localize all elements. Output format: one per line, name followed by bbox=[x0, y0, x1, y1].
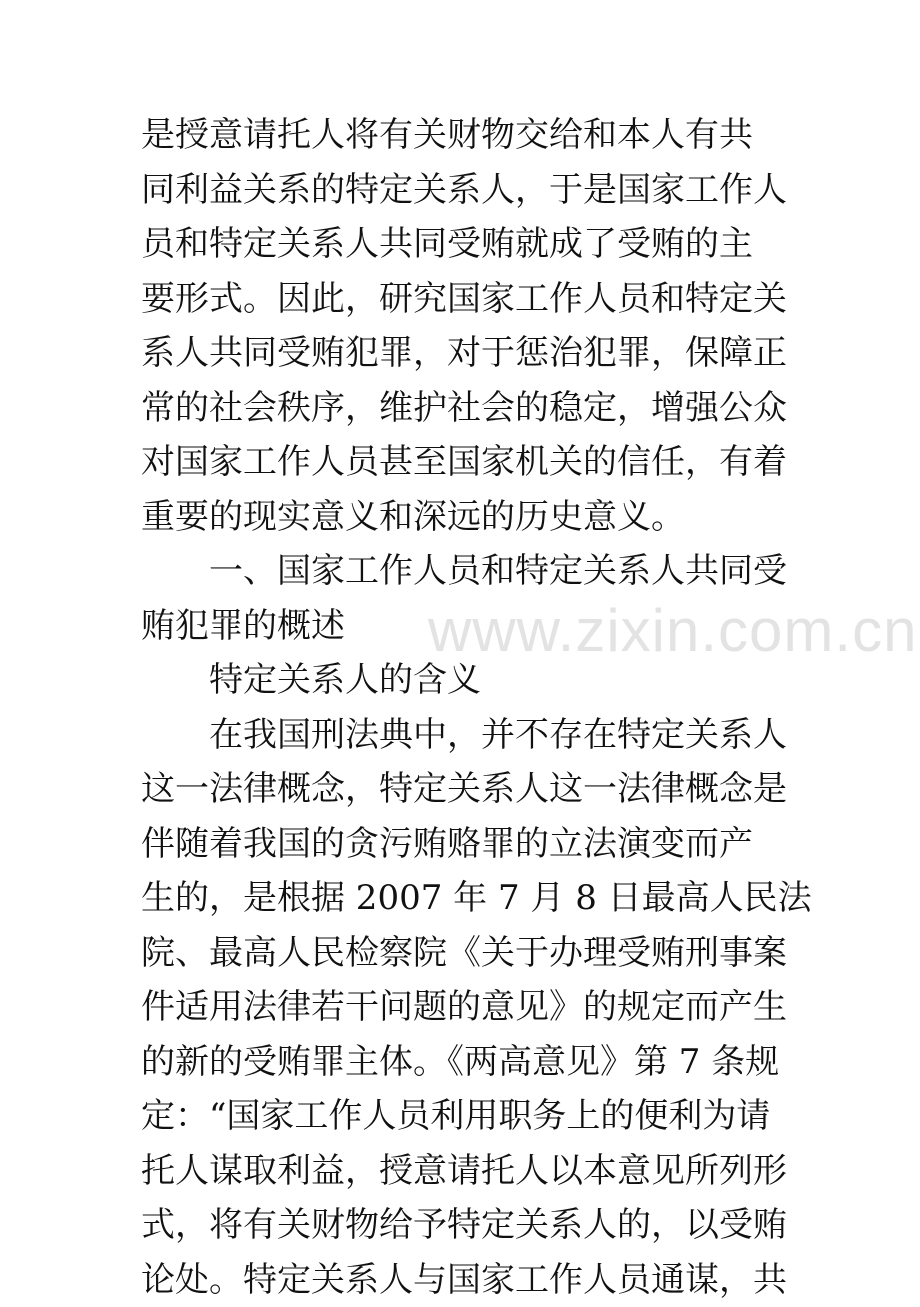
text-line: 重要的现实意义和深远的历史意义。 bbox=[141, 490, 801, 545]
section-heading: 一、国家工作人员和特定关系人共同受 bbox=[141, 544, 801, 599]
text-line: 同利益关系的特定关系人，于是国家工作人 bbox=[141, 163, 801, 218]
text-line: 伴随着我国的贪污贿赂罪的立法演变而产 bbox=[141, 817, 801, 872]
text-line: 对国家工作人员甚至国家机关的信任，有着 bbox=[141, 435, 801, 490]
text-line: 生的，是根据 2007 年 7 月 8 日最高人民法 bbox=[141, 871, 801, 926]
text-line: 要形式。因此，研究国家工作人员和特定关 bbox=[141, 272, 801, 327]
text-line: 式，将有关财物给予特定关系人的，以受贿 bbox=[141, 1198, 801, 1253]
section-heading-continued: 贿犯罪的概述 bbox=[141, 599, 801, 654]
watermark: www.zixin.com.cn bbox=[428, 596, 917, 665]
text-line: 是授意请托人将有关财物交给和本人有共 bbox=[141, 108, 801, 163]
text-line: 常的社会秩序，维护社会的稳定，增强公众 bbox=[141, 381, 801, 436]
text-line: 托人谋取利益，授意请托人以本意见所列形 bbox=[141, 1144, 801, 1199]
text-line: 院、最高人民检察院《关于办理受贿刑事案 bbox=[141, 926, 801, 981]
text-line: 员和特定关系人共同受贿就成了受贿的主 bbox=[141, 217, 801, 272]
text-line: 论处。特定关系人与国家工作人员通谋，共 bbox=[141, 1253, 801, 1307]
text-line: 的新的受贿罪主体。《两高意见》第 7 条规 bbox=[141, 1035, 801, 1090]
text-line: 在我国刑法典中，并不存在特定关系人 bbox=[141, 708, 801, 763]
document-body bbox=[141, 108, 801, 1307]
subsection-heading: 特定关系人的含义 bbox=[141, 653, 801, 708]
text-line: 这一法律概念，特定关系人这一法律概念是 bbox=[141, 762, 801, 817]
text-line: 系人共同受贿犯罪，对于惩治犯罪，保障正 bbox=[141, 326, 801, 381]
text-line: 定：“国家工作人员利用职务上的便利为请 bbox=[141, 1089, 801, 1144]
text-line: 件适用法律若干问题的意见》的规定而产生 bbox=[141, 980, 801, 1035]
